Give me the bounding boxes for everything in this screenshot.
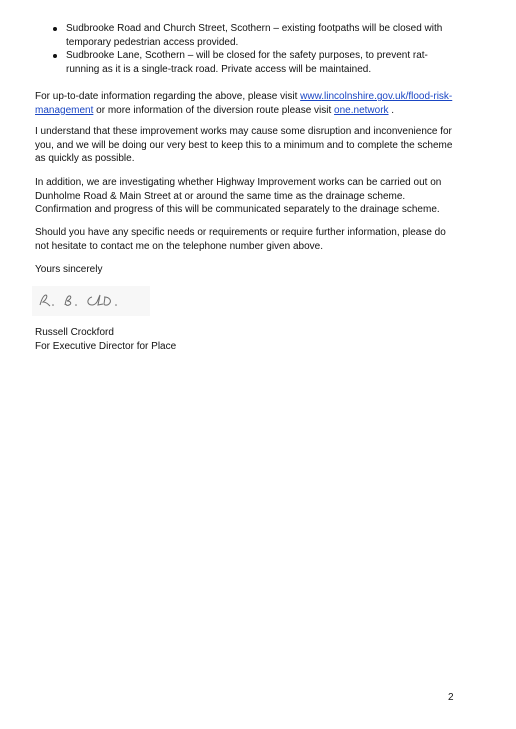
info-text: or more information of the diversion route please visit [93,104,335,116]
list-item [35,22,460,49]
bullet-icon [53,27,57,31]
closing-salutation: Yours sincerely [35,264,103,275]
signatory-block [35,326,460,353]
contact-paragraph: Should you have any specific needs or requirements or require further information, please do not hesitate to contact me on the telephone number given above. [35,227,446,252]
one-network-link[interactable]: one.network [334,104,389,116]
list-item [35,49,460,76]
highway-paragraph: In addition, we are investigating whether Highway Improvement works can be carried out on Dunholme Road & Main Street at or around the same time as the drainage scheme. Confirmation and progress of this will be communicated separately to the drainage scheme. [35,177,442,215]
page-number: 2 [448,692,454,703]
info-text: For up-to-date information regarding the above, please visit [35,91,301,102]
signatory-name: Russell Crockford [35,327,114,338]
info-text: . [388,104,395,116]
flood-risk-link[interactable]: www.lincolnshire.gov.uk/flood-risk-management [35,91,453,116]
bullet-icon [53,54,57,58]
signature-image [32,286,150,316]
list-item-text: Sudbrooke Road and Church Street, Scothern – existing footpaths will be closed with temporary pedestrian access provided. [66,23,443,48]
list-item-text: Sudbrooke Lane, Scothern – will be closed for the safety purposes, to prevent rat-running as it is a single-track road. Private access will be maintained. [66,50,428,75]
disruption-paragraph: I understand that these improvement works may cause some disruption and inconvenience for you, and we will be doing our very best to keep this to a minimum and to complete the scheme as quickly as possible. [35,126,453,164]
closures-list [35,22,460,76]
signatory-title: For Executive Director for Place [35,340,177,352]
info-paragraph [35,90,460,117]
